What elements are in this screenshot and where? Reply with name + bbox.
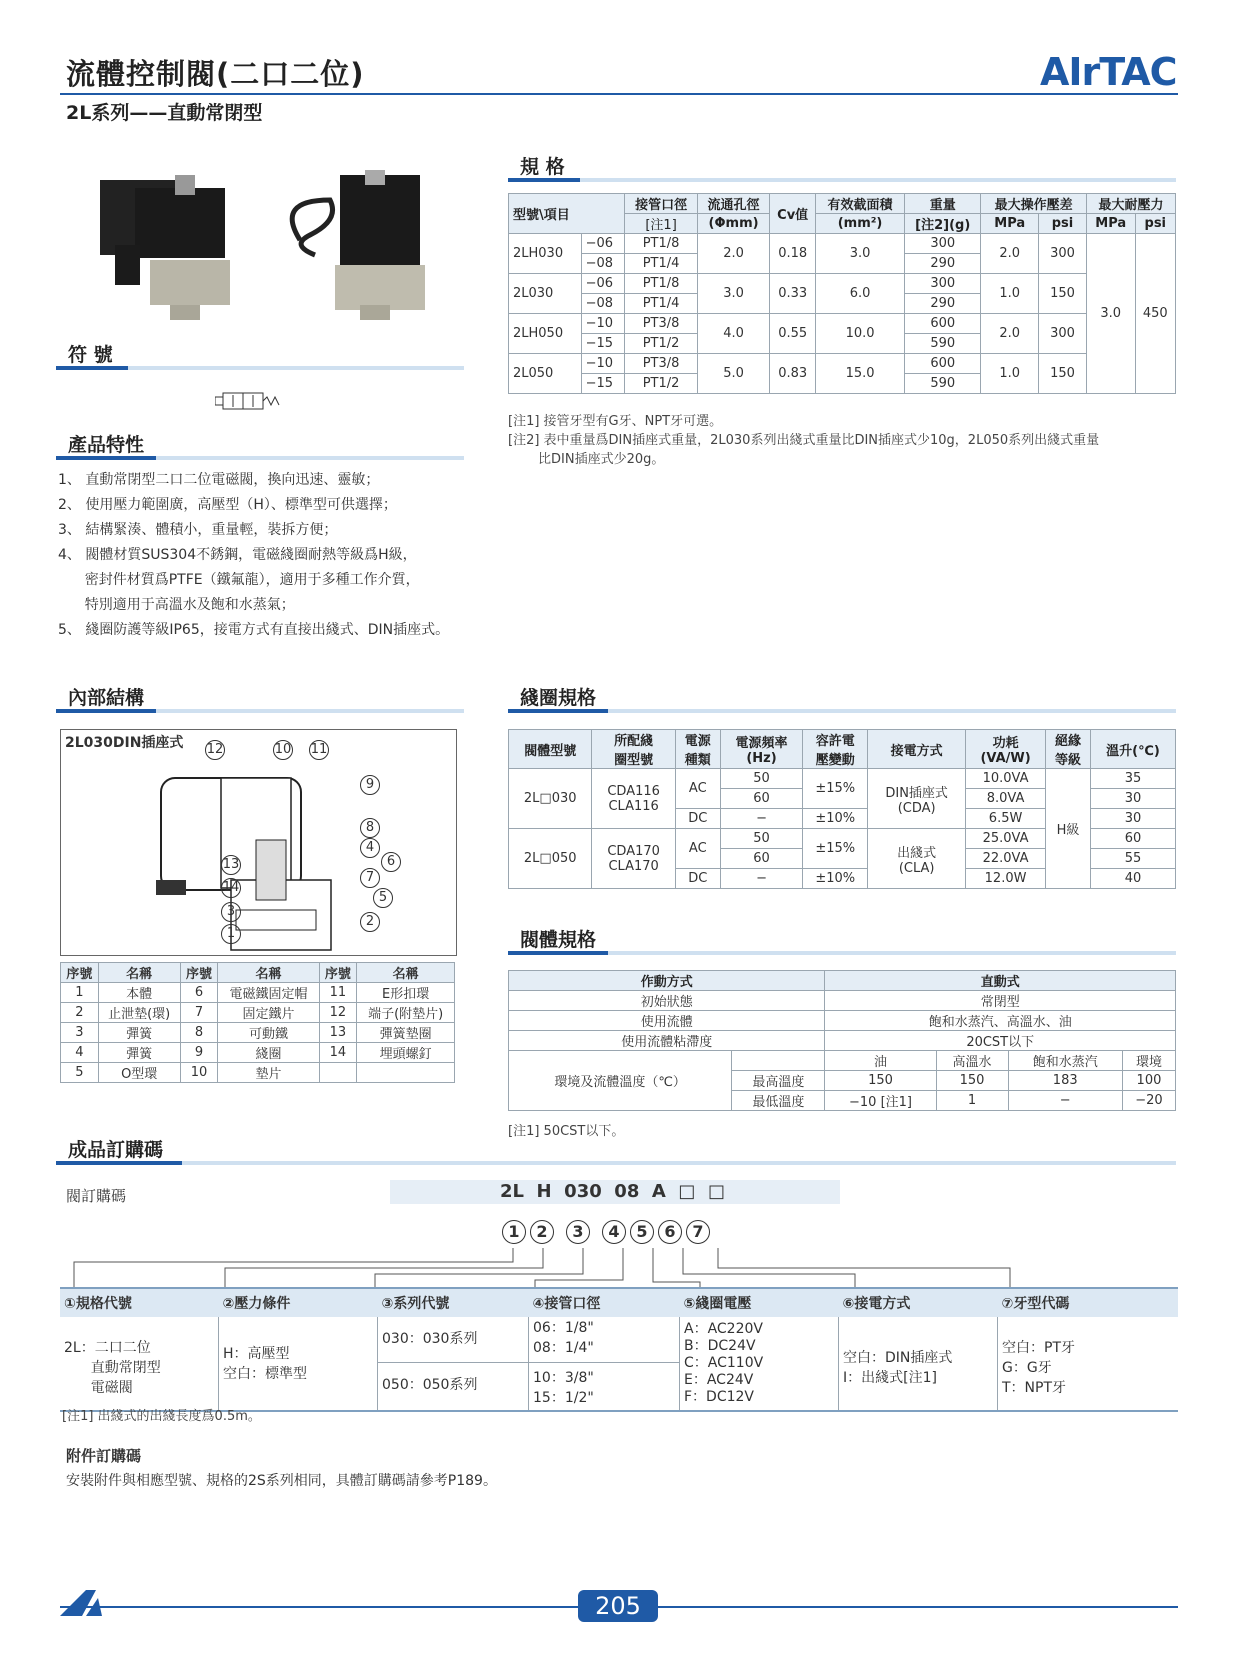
- callout-marker: 4: [360, 838, 380, 858]
- section-rule: [508, 951, 1176, 955]
- section-rule: [56, 456, 464, 460]
- table-row: 2L030 −06 PT1/8 3.0 0.33 6.0 300 1.0 150: [509, 274, 1176, 294]
- feature-item: 3、 結構緊湊、體積小，重量輕，裝拆方便；: [58, 522, 338, 538]
- coil-table: 閥體型號 所配綫 圈型號 電源 種類 電源頻率 (Hz) 容許電 壓變動 接電方式 功耗 (VA/W) 絕緣 等級 溫升(℃) 2L□030 CDA116 CLA116 AC 50 ±15% DIN插座式 (CDA) 10.0VA H級 35 60 8.0VA 30 DC − ±10% 6.5W 30 2L□050 CDA170 CLA170 AC 50 ±15% 出綫式 (CLA) 25.0VA 60 60 22.0VA 55 DC − ±10% 12.0W 40: [508, 729, 1176, 889]
- order-code-table: ①規格代號 ②壓力條件 ③系列代號 ④接管口徑 ⑤綫圈電壓 ⑥接電方式 ⑦牙型代碼 2L：二口二位 直動常閉型 電磁閥 H：高壓型 空白：標準型 030：030系列 050：050系列 06：1/8" 08：1/4" 10：3/8" 15：1/2" A：AC220V B：DC24V C：AC110V E：AC24V F：DC12V 空白：DIN插座式 I：出綫式[注1] 空白：PT牙 G：G牙 T：NPT牙: [60, 1287, 1178, 1412]
- table-row: 使用流體粘滯度 20CST以下: [509, 1031, 1176, 1051]
- col-orifice: 流通孔徑: [697, 194, 769, 214]
- port-note: [注1]: [625, 214, 697, 234]
- callout-marker: 8: [360, 818, 380, 838]
- maxp-mpa: 3.0: [1086, 234, 1135, 394]
- table-row: 最低溫度 −10 [注1] 1 − −20: [509, 1091, 1176, 1111]
- callout-marker: 12: [205, 740, 225, 760]
- section-rule: [56, 1161, 1176, 1165]
- body-note: [注1] 50CST以下。: [508, 1124, 625, 1139]
- feature-item: 2、 使用壓力範圍廣，高壓型（H）、標準型可供選擇；: [58, 497, 397, 513]
- table-row: 4 彈簧 9 綫圈 14 埋頭螺釘: [61, 1043, 455, 1063]
- diagram-label: 2L030DIN插座式: [65, 735, 184, 751]
- unit-psi: psi: [1039, 214, 1087, 234]
- order-note: [注1] 出綫式的出綫長度爲0.5m。: [62, 1409, 261, 1424]
- body-table: 作動方式 直動式 初始狀態 常閉型 使用流體 飽和水蒸汽、高溫水、油 使用流體粘滯度 20CST以下 環境及流體溫度（℃） 油 高溫水 飽和水蒸汽 環境 最高溫度 150 150 183 100 最低溫度 −10 [注1] 1 − −20: [508, 970, 1176, 1111]
- callout-marker: 6: [381, 852, 401, 872]
- footer-logo-icon: [58, 1588, 104, 1622]
- table-row: 2L050 −10 PT3/8 5.0 0.83 15.0 600 1.0 150: [509, 354, 1176, 374]
- unit-mpa: MPa: [1086, 214, 1135, 234]
- col-area: 有效截面積: [816, 194, 905, 214]
- table-row: DC − ±10% 12.0W 40: [509, 869, 1176, 889]
- section-features-title: 產品特性: [68, 434, 145, 456]
- col-maxop: 最大操作壓差: [981, 194, 1087, 214]
- table-row: DC − ±10% 6.5W 30: [509, 809, 1176, 829]
- table-row: −08 PT1/4 290: [509, 294, 1176, 314]
- feature-item: 密封件材質爲PTFE（鐵氟龍），適用于多種工作介質，: [58, 572, 420, 588]
- callout-marker: 7: [360, 868, 380, 888]
- callout-marker: 1: [221, 924, 241, 944]
- section-rule: [56, 366, 464, 370]
- airtac-logo: AIrTAC: [1040, 50, 1177, 94]
- callout-marker: 9: [360, 775, 380, 795]
- table-row: 2LH030 −06 PT1/8 2.0 0.18 3.0 300 2.0 300 3.0 450: [509, 234, 1176, 254]
- table-row: 最高溫度 150 150 183 100: [509, 1071, 1176, 1091]
- table-row: 2L□030 CDA116 CLA116 AC 50 ±15% DIN插座式 (CDA) 10.0VA H級 35: [509, 769, 1176, 789]
- order-position-numbers: 1 2 3 4 5 6 7: [500, 1220, 712, 1244]
- accessory-text: 安裝附件與相應型號、規格的2S系列相同，具體訂購碼請參考P189。: [66, 1473, 497, 1489]
- section-rule: [508, 178, 1176, 182]
- table-row: 環境及流體溫度（℃） 油 高溫水 飽和水蒸汽 環境: [509, 1051, 1176, 1071]
- table-row: −08 PT1/4 290: [509, 254, 1176, 274]
- order-leader-lines: [60, 1246, 1180, 1291]
- spec-table: [508, 193, 1176, 394]
- col-weight: 重量: [905, 194, 981, 214]
- col-port: 接管口徑: [625, 194, 697, 214]
- callout-marker: 14: [221, 878, 241, 898]
- section-internal-title: 內部結構: [68, 687, 145, 709]
- callout-marker: 5: [373, 888, 393, 908]
- table-row: 2LH050 −10 PT3/8 4.0 0.55 10.0 600 2.0 300: [509, 314, 1176, 334]
- table-row: 3 彈簧 8 可動鐵 13 彈簧墊圈: [61, 1023, 455, 1043]
- table-row: 2L□050 CDA170 CLA170 AC 50 ±15% 出綫式 (CLA) 25.0VA 60: [509, 829, 1176, 849]
- col-cv: Cv值: [770, 194, 816, 234]
- callout-marker: 13: [221, 855, 241, 875]
- callout-marker: 11: [309, 740, 329, 760]
- page-title: 流體控制閥(二口二位): [66, 57, 365, 91]
- title-rule: [60, 93, 1178, 95]
- feature-item: 5、 綫圈防護等級IP65，接電方式有直接出綫式、DIN插座式。: [58, 622, 450, 638]
- section-order-title: 成品訂購碼: [68, 1139, 164, 1161]
- parts-table: 序號 名稱 序號 名稱 序號 名稱 1 本體 6 電磁鐵固定帽 11 E形扣環 2 止泄墊(環) 7 固定鐵片 12 端子(附墊片) 3 彈簧 8 可動鐵 13 彈簧墊圈 4 彈簧 9 綫圈 14 埋頭螺釘 5 O型環 10 墊片: [60, 962, 455, 1083]
- order-label: 閥訂購碼: [66, 1187, 127, 1205]
- page-subtitle: 2L系列——直動常閉型: [66, 102, 263, 124]
- col-model: 型號\項目: [509, 194, 625, 234]
- section-coil-title: 綫圈規格: [520, 687, 597, 709]
- area-unit: (mm²): [816, 214, 905, 234]
- orifice-unit: (Φmm): [697, 214, 769, 234]
- feature-item: 1、 直動常閉型二口二位電磁閥，換向迅速、靈敏；: [58, 472, 380, 488]
- page-number: 205: [578, 1590, 658, 1622]
- section-rule: [56, 709, 464, 713]
- product-photo: [90, 170, 480, 330]
- table-row: 60 8.0VA 30: [509, 789, 1176, 809]
- spec-note-1: [注1] 接管牙型有G牙、NPT牙可選。: [508, 414, 723, 429]
- unit-mpa: MPa: [981, 214, 1039, 234]
- table-row: −15 PT1/2 590: [509, 334, 1176, 354]
- section-body-title: 閥體規格: [520, 929, 597, 951]
- table-row: −15 PT1/2 590: [509, 374, 1176, 394]
- order-code-bar: 2L H 030 08 A □ □: [390, 1180, 840, 1204]
- table-row: 使用流體 飽和水蒸汽、高溫水、油: [509, 1011, 1176, 1031]
- maxp-psi: 450: [1135, 234, 1175, 394]
- section-spec-title: 規 格: [520, 156, 565, 178]
- table-row: 2 止泄墊(環) 7 固定鐵片 12 端子(附墊片): [61, 1003, 455, 1023]
- callout-marker: 10: [273, 740, 293, 760]
- accessory-title: 附件訂購碼: [66, 1447, 142, 1465]
- section-rule: [508, 709, 1176, 713]
- internal-diagram: [60, 729, 457, 956]
- section-symbol-title: 符 號: [68, 344, 113, 366]
- unit-psi: psi: [1135, 214, 1175, 234]
- col-maxp: 最大耐壓力: [1086, 194, 1175, 214]
- table-row: 60 22.0VA 55: [509, 849, 1176, 869]
- weight-note: [注2](g): [905, 214, 981, 234]
- table-row: 1 本體 6 電磁鐵固定帽 11 E形扣環: [61, 983, 455, 1003]
- table-row: 初始狀態 常閉型: [509, 991, 1176, 1011]
- spec-note-2: [注2] 表中重量爲DIN插座式重量，2L030系列出綫式重量比DIN插座式少10g，2L050系列出綫式重量: [508, 433, 1100, 448]
- spec-note-2b: 比DIN插座式少20g。: [538, 452, 665, 467]
- feature-item: 特別適用于高溫水及飽和水蒸氣；: [58, 597, 295, 613]
- callout-marker: 3: [221, 902, 241, 922]
- features-list: [58, 468, 478, 643]
- valve-symbol-icon: [215, 390, 285, 416]
- feature-item: 4、 閥體材質SUS304不銹鋼，電磁綫圈耐熱等級爲H級，: [58, 547, 417, 563]
- table-row: 5 O型環 10 墊片: [61, 1063, 455, 1083]
- callout-marker: 2: [360, 912, 380, 932]
